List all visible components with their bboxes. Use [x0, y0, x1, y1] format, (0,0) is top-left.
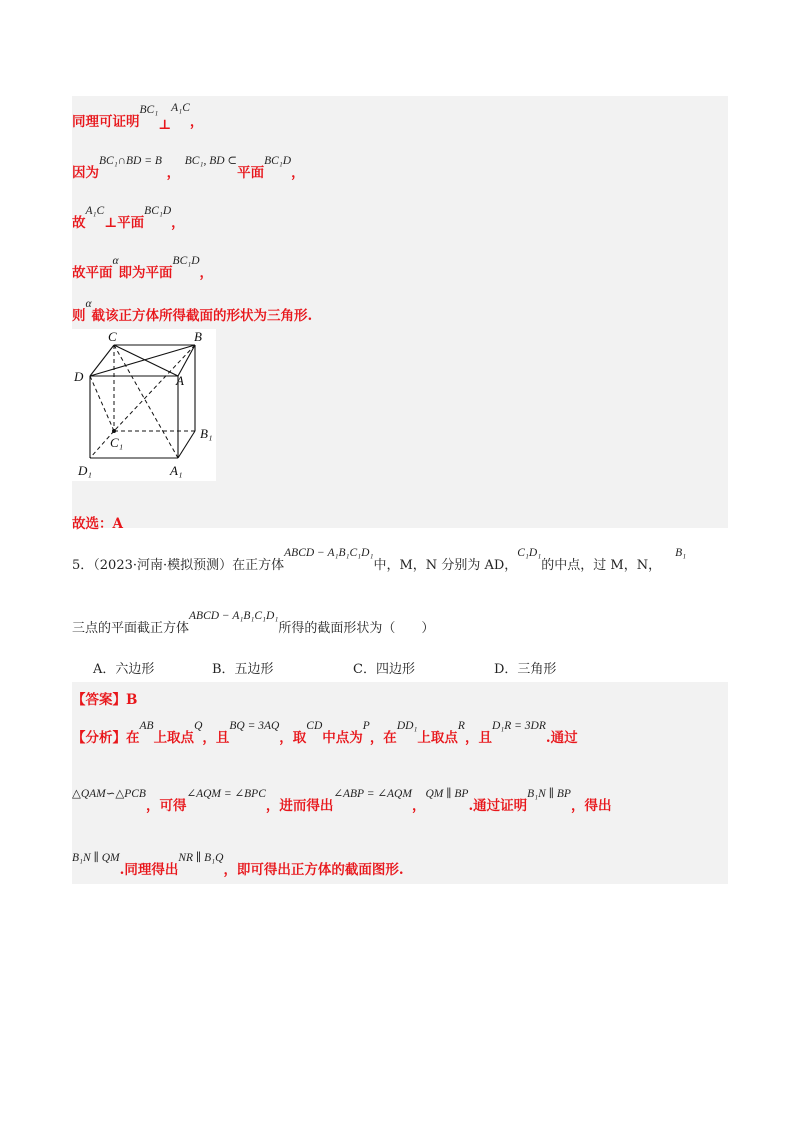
- solution-line-1: 同理可证明BC₁⊥A₁C，: [72, 102, 204, 133]
- label-D1: D₁: [78, 463, 92, 478]
- solution-line-4: 故平面α即为平面BC₁D，: [72, 255, 214, 281]
- question-line-1: 5．（2023·河南·模拟预测）在正方体ABCD − A₁B₁C₁D₁中，M，N 分别为 AD，C₁D₁的中点，过 M，N，B₁: [72, 547, 687, 573]
- question-line-2: 三点的平面截正方体ABCD − A₁B₁C₁D₁所得的截面形状为（ ）: [72, 610, 435, 636]
- label-C: C: [108, 329, 117, 344]
- solution-line-2: 因为BC₁∩BD = B ， BC₁, BD ⊂平面BC₁D，: [72, 155, 305, 181]
- solution-line-3: 故A₁C⊥平面BC₁D，: [72, 205, 185, 231]
- analysis-line-3: B₁N ∥ QM.同理得出NR ∥ B₁Q，即可得出正方体的截面图形.: [72, 852, 404, 878]
- label-B1: B₁: [200, 426, 213, 441]
- solution-line-5: 则α截该正方体所得截面的形状为三角形.: [72, 298, 313, 324]
- option-d: D．三角形: [494, 662, 557, 677]
- analysis-line-2: △QAM∽△PCB，可得∠AQM = ∠BPC，进而得出∠ABP = ∠AQM，QM ∥ BP.通过证明B₁N ∥ BP，得出: [72, 788, 612, 814]
- solution-block-bottom: [72, 682, 728, 884]
- label-C1: C₁: [110, 435, 124, 450]
- answer-choice: 故选：A: [72, 516, 123, 532]
- solution-block-top: [72, 96, 728, 532]
- label-D: D: [74, 369, 84, 384]
- analysis-line-1: 【分析】在AB上取点Q，且BQ = 3AQ，取CD中点为P，在DD₁上取点R，且D₁R = 3DR.通过: [72, 720, 578, 746]
- cube-figure: [72, 329, 216, 481]
- answer-label: 【答案】B: [72, 692, 138, 708]
- label-A1: A₁: [170, 463, 183, 478]
- label-B: B: [194, 329, 202, 344]
- option-b: B．五边形: [212, 662, 274, 677]
- option-c: C．四边形: [353, 662, 415, 677]
- label-A: A: [176, 373, 184, 388]
- option-a: A．六边形: [93, 662, 155, 677]
